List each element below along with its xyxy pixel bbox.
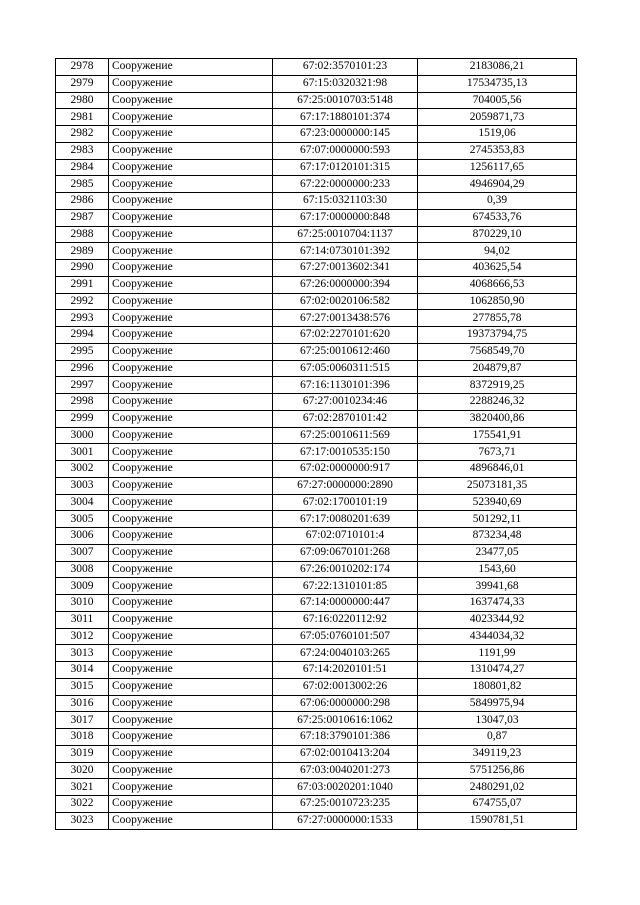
row-number-cell: 2979 [56, 75, 109, 92]
cadastral-value-cell: 1310474,27 [418, 662, 577, 679]
cadastral-number-cell: 67:25:0010612:460 [273, 343, 418, 360]
cadastral-number-cell: 67:07:0000000:593 [273, 142, 418, 159]
object-type-cell: Сооружение [109, 410, 273, 427]
row-number-cell: 2998 [56, 394, 109, 411]
row-number-cell: 2997 [56, 377, 109, 394]
cadastral-value-cell: 2288246,32 [418, 394, 577, 411]
object-type-cell: Сооружение [109, 511, 273, 528]
cadastral-value-cell: 204879,87 [418, 360, 577, 377]
table-row [56, 310, 577, 327]
row-number-cell: 3017 [56, 712, 109, 729]
table-row [56, 628, 577, 645]
object-type-cell: Сооружение [109, 159, 273, 176]
object-type-cell: Сооружение [109, 528, 273, 545]
cadastral-value-cell: 870229,10 [418, 226, 577, 243]
cadastral-value-cell: 23477,05 [418, 544, 577, 561]
table-row [56, 377, 577, 394]
cadastral-value-cell: 349119,23 [418, 745, 577, 762]
object-type-cell: Сооружение [109, 310, 273, 327]
cadastral-number-cell: 67:15:0321103:30 [273, 193, 418, 210]
row-number-cell: 3012 [56, 628, 109, 645]
object-type-cell: Сооружение [109, 59, 273, 76]
cadastral-value-cell: 873234,48 [418, 528, 577, 545]
cadastral-value-cell: 19373794,75 [418, 327, 577, 344]
cadastral-number-cell: 67:17:0080201:639 [273, 511, 418, 528]
object-type-cell: Сооружение [109, 377, 273, 394]
cadastral-number-cell: 67:09:0670101:268 [273, 544, 418, 561]
object-type-cell: Сооружение [109, 578, 273, 595]
cadastral-number-cell: 67:26:0010202:174 [273, 561, 418, 578]
object-type-cell: Сооружение [109, 293, 273, 310]
object-type-cell: Сооружение [109, 712, 273, 729]
row-number-cell: 2978 [56, 59, 109, 76]
row-number-cell: 2980 [56, 92, 109, 109]
object-type-cell: Сооружение [109, 92, 273, 109]
object-type-cell: Сооружение [109, 628, 273, 645]
cadastral-number-cell: 67:22:1310101:85 [273, 578, 418, 595]
table-row [56, 762, 577, 779]
cadastral-number-cell: 67:22:0000000:233 [273, 176, 418, 193]
table-row [56, 729, 577, 746]
cadastral-number-cell: 67:02:0020106:582 [273, 293, 418, 310]
object-type-cell: Сооружение [109, 109, 273, 126]
table-row [56, 209, 577, 226]
row-number-cell: 2986 [56, 193, 109, 210]
cadastral-number-cell: 67:17:0120101:315 [273, 159, 418, 176]
table-row [56, 678, 577, 695]
table-row [56, 142, 577, 159]
cadastral-value-cell: 7568549,70 [418, 343, 577, 360]
object-type-cell: Сооружение [109, 762, 273, 779]
cadastral-value-cell: 94,02 [418, 243, 577, 260]
row-number-cell: 3014 [56, 662, 109, 679]
object-type-cell: Сооружение [109, 142, 273, 159]
table-row [56, 260, 577, 277]
row-number-cell: 2993 [56, 310, 109, 327]
cadastral-number-cell: 67:25:0010704:1137 [273, 226, 418, 243]
cadastral-value-cell: 0,87 [418, 729, 577, 746]
cadastral-number-cell: 67:02:1700101:19 [273, 494, 418, 511]
cadastral-value-cell: 4023344,92 [418, 611, 577, 628]
cadastral-value-cell: 25073181,35 [418, 477, 577, 494]
row-number-cell: 3006 [56, 528, 109, 545]
cadastral-number-cell: 67:27:0013602:341 [273, 260, 418, 277]
cadastral-value-cell: 1543,60 [418, 561, 577, 578]
cadastral-value-cell: 523940,69 [418, 494, 577, 511]
cadastral-value-cell: 1637474,33 [418, 595, 577, 612]
table-row [56, 109, 577, 126]
object-type-cell: Сооружение [109, 662, 273, 679]
table-row [56, 745, 577, 762]
cadastral-value-cell: 704005,56 [418, 92, 577, 109]
table-row [56, 461, 577, 478]
table-row [56, 226, 577, 243]
cadastral-number-cell: 67:27:0000000:2890 [273, 477, 418, 494]
object-type-cell: Сооружение [109, 595, 273, 612]
row-number-cell: 2995 [56, 343, 109, 360]
row-number-cell: 3018 [56, 729, 109, 746]
table-row [56, 812, 577, 829]
row-number-cell: 3000 [56, 427, 109, 444]
table-row [56, 695, 577, 712]
object-type-cell: Сооружение [109, 779, 273, 796]
object-type-cell: Сооружение [109, 394, 273, 411]
cadastral-number-cell: 67:17:1880101:374 [273, 109, 418, 126]
object-type-cell: Сооружение [109, 193, 273, 210]
row-number-cell: 2985 [56, 176, 109, 193]
cadastral-number-cell: 67:25:0010616:1062 [273, 712, 418, 729]
row-number-cell: 3001 [56, 444, 109, 461]
object-type-cell: Сооружение [109, 477, 273, 494]
cadastral-number-cell: 67:02:0000000:917 [273, 461, 418, 478]
row-number-cell: 3008 [56, 561, 109, 578]
table-row [56, 243, 577, 260]
row-number-cell: 3016 [56, 695, 109, 712]
cadastral-number-cell: 67:15:0320321:98 [273, 75, 418, 92]
row-number-cell: 3015 [56, 678, 109, 695]
cadastral-number-cell: 67:25:0010611:569 [273, 427, 418, 444]
cadastral-number-cell: 67:02:0010413:204 [273, 745, 418, 762]
table-row [56, 159, 577, 176]
row-number-cell: 3007 [56, 544, 109, 561]
cadastral-value-cell: 2059871,73 [418, 109, 577, 126]
cadastral-number-cell: 67:18:3790101:386 [273, 729, 418, 746]
cadastral-value-cell: 1191,99 [418, 645, 577, 662]
table-row [56, 578, 577, 595]
cadastral-registry-table [55, 58, 577, 830]
object-type-cell: Сооружение [109, 544, 273, 561]
table-row [56, 193, 577, 210]
row-number-cell: 2996 [56, 360, 109, 377]
object-type-cell: Сооружение [109, 611, 273, 628]
row-number-cell: 3019 [56, 745, 109, 762]
row-number-cell: 3009 [56, 578, 109, 595]
row-number-cell: 3003 [56, 477, 109, 494]
object-type-cell: Сооружение [109, 176, 273, 193]
cadastral-value-cell: 4946904,29 [418, 176, 577, 193]
cadastral-value-cell: 1256117,65 [418, 159, 577, 176]
object-type-cell: Сооружение [109, 126, 273, 143]
row-number-cell: 3020 [56, 762, 109, 779]
cadastral-value-cell: 277855,78 [418, 310, 577, 327]
object-type-cell: Сооружение [109, 494, 273, 511]
cadastral-number-cell: 67:02:2270101:620 [273, 327, 418, 344]
cadastral-value-cell: 4896846,01 [418, 461, 577, 478]
object-type-cell: Сооружение [109, 360, 273, 377]
cadastral-value-cell: 5751256,86 [418, 762, 577, 779]
cadastral-number-cell: 67:17:0010535:150 [273, 444, 418, 461]
object-type-cell: Сооружение [109, 729, 273, 746]
cadastral-value-cell: 8372919,25 [418, 377, 577, 394]
cadastral-value-cell: 5849975,94 [418, 695, 577, 712]
object-type-cell: Сооружение [109, 561, 273, 578]
row-number-cell: 3005 [56, 511, 109, 528]
row-number-cell: 2989 [56, 243, 109, 260]
cadastral-number-cell: 67:14:0730101:392 [273, 243, 418, 260]
table-row [56, 494, 577, 511]
cadastral-value-cell: 3820400,86 [418, 410, 577, 427]
object-type-cell: Сооружение [109, 645, 273, 662]
row-number-cell: 3010 [56, 595, 109, 612]
object-type-cell: Сооружение [109, 461, 273, 478]
row-number-cell: 3013 [56, 645, 109, 662]
table-row [56, 561, 577, 578]
row-number-cell: 2984 [56, 159, 109, 176]
cadastral-value-cell: 13047,03 [418, 712, 577, 729]
cadastral-value-cell: 1590781,51 [418, 812, 577, 829]
row-number-cell: 2999 [56, 410, 109, 427]
table-row [56, 276, 577, 293]
table-row [56, 410, 577, 427]
cadastral-number-cell: 67:05:0760101:507 [273, 628, 418, 645]
object-type-cell: Сооружение [109, 796, 273, 813]
table-row [56, 427, 577, 444]
table-row [56, 779, 577, 796]
row-number-cell: 2991 [56, 276, 109, 293]
table-row [56, 611, 577, 628]
table-row [56, 444, 577, 461]
table-row [56, 645, 577, 662]
cadastral-number-cell: 67:17:0000000:848 [273, 209, 418, 226]
cadastral-value-cell: 2480291,02 [418, 779, 577, 796]
cadastral-number-cell: 67:06:0000000:298 [273, 695, 418, 712]
object-type-cell: Сооружение [109, 226, 273, 243]
table-body [56, 59, 577, 830]
cadastral-value-cell: 39941,68 [418, 578, 577, 595]
cadastral-number-cell: 67:23:0000000:145 [273, 126, 418, 143]
row-number-cell: 2990 [56, 260, 109, 277]
cadastral-number-cell: 67:27:0010234:46 [273, 394, 418, 411]
cadastral-number-cell: 67:25:0010703:5148 [273, 92, 418, 109]
cadastral-number-cell: 67:05:0060311:515 [273, 360, 418, 377]
table-row [56, 595, 577, 612]
cadastral-value-cell: 501292,11 [418, 511, 577, 528]
table-row [56, 327, 577, 344]
cadastral-number-cell: 67:24:0040103:265 [273, 645, 418, 662]
row-number-cell: 3004 [56, 494, 109, 511]
table-row [56, 544, 577, 561]
cadastral-value-cell: 17534735,13 [418, 75, 577, 92]
table-row [56, 394, 577, 411]
object-type-cell: Сооружение [109, 75, 273, 92]
table-row [56, 176, 577, 193]
table-row [56, 126, 577, 143]
row-number-cell: 2994 [56, 327, 109, 344]
table-row [56, 662, 577, 679]
object-type-cell: Сооружение [109, 427, 273, 444]
cadastral-number-cell: 67:02:2870101:42 [273, 410, 418, 427]
table-row [56, 712, 577, 729]
cadastral-number-cell: 67:26:0000000:394 [273, 276, 418, 293]
cadastral-value-cell: 674755,07 [418, 796, 577, 813]
cadastral-value-cell: 1062850,90 [418, 293, 577, 310]
cadastral-value-cell: 2183086,21 [418, 59, 577, 76]
cadastral-number-cell: 67:16:1130101:396 [273, 377, 418, 394]
row-number-cell: 2988 [56, 226, 109, 243]
table-row [56, 59, 577, 76]
object-type-cell: Сооружение [109, 243, 273, 260]
object-type-cell: Сооружение [109, 444, 273, 461]
cadastral-value-cell: 403625,54 [418, 260, 577, 277]
cadastral-number-cell: 67:03:0040201:273 [273, 762, 418, 779]
row-number-cell: 3002 [56, 461, 109, 478]
object-type-cell: Сооружение [109, 343, 273, 360]
cadastral-number-cell: 67:02:3570101:23 [273, 59, 418, 76]
cadastral-value-cell: 180801,82 [418, 678, 577, 695]
cadastral-number-cell: 67:14:0000000:447 [273, 595, 418, 612]
object-type-cell: Сооружение [109, 209, 273, 226]
table-row [56, 796, 577, 813]
cadastral-value-cell: 2745353,83 [418, 142, 577, 159]
object-type-cell: Сооружение [109, 276, 273, 293]
table-row [56, 360, 577, 377]
cadastral-number-cell: 67:02:0013002:26 [273, 678, 418, 695]
table-row [56, 75, 577, 92]
object-type-cell: Сооружение [109, 695, 273, 712]
row-number-cell: 2992 [56, 293, 109, 310]
object-type-cell: Сооружение [109, 745, 273, 762]
cadastral-number-cell: 67:27:0000000:1533 [273, 812, 418, 829]
table-row [56, 511, 577, 528]
object-type-cell: Сооружение [109, 678, 273, 695]
row-number-cell: 2983 [56, 142, 109, 159]
table-row [56, 343, 577, 360]
cadastral-number-cell: 67:14:2020101:51 [273, 662, 418, 679]
table-row [56, 528, 577, 545]
object-type-cell: Сооружение [109, 812, 273, 829]
row-number-cell: 3023 [56, 812, 109, 829]
row-number-cell: 2981 [56, 109, 109, 126]
cadastral-value-cell: 1519,06 [418, 126, 577, 143]
cadastral-value-cell: 4344034,32 [418, 628, 577, 645]
cadastral-number-cell: 67:25:0010723:235 [273, 796, 418, 813]
row-number-cell: 2987 [56, 209, 109, 226]
cadastral-value-cell: 4068666,53 [418, 276, 577, 293]
cadastral-value-cell: 0,39 [418, 193, 577, 210]
cadastral-number-cell: 67:27:0013438:576 [273, 310, 418, 327]
row-number-cell: 3011 [56, 611, 109, 628]
table-row [56, 477, 577, 494]
row-number-cell: 3021 [56, 779, 109, 796]
cadastral-value-cell: 7673,71 [418, 444, 577, 461]
object-type-cell: Сооружение [109, 327, 273, 344]
row-number-cell: 3022 [56, 796, 109, 813]
cadastral-number-cell: 67:16:0220112:92 [273, 611, 418, 628]
cadastral-value-cell: 674533,76 [418, 209, 577, 226]
object-type-cell: Сооружение [109, 260, 273, 277]
cadastral-number-cell: 67:03:0020201:1040 [273, 779, 418, 796]
cadastral-value-cell: 175541,91 [418, 427, 577, 444]
row-number-cell: 2982 [56, 126, 109, 143]
table-row [56, 293, 577, 310]
table-row [56, 92, 577, 109]
cadastral-number-cell: 67:02:0710101:4 [273, 528, 418, 545]
